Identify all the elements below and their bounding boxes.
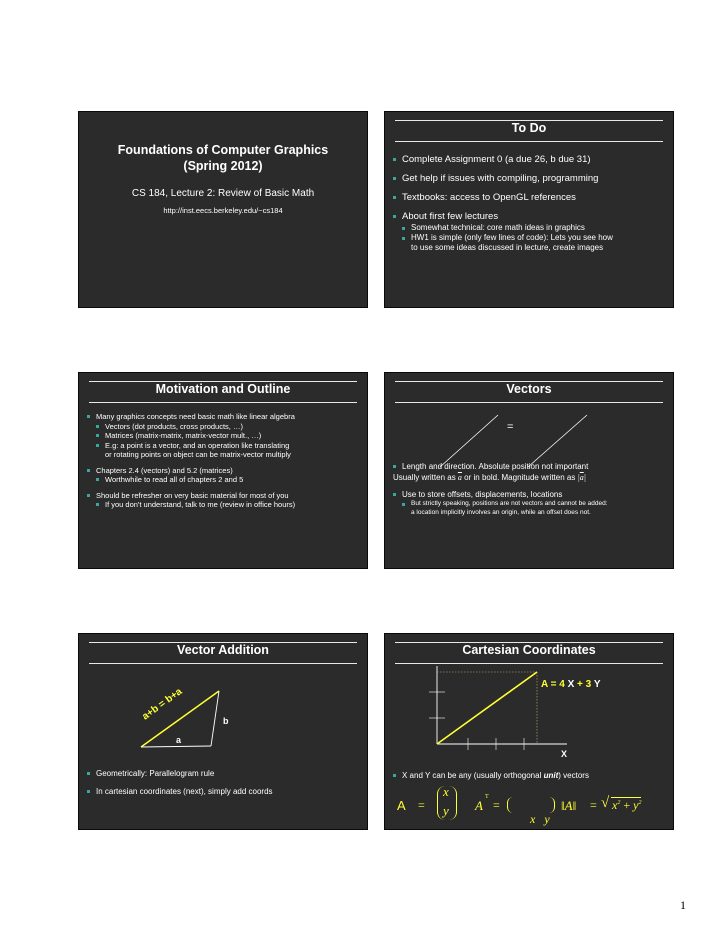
slide-title-heading: Foundations of Computer Graphics (Spring 2012) <box>117 143 329 173</box>
sqrt-radicand: $x^2 + y^2$ <box>612 798 642 812</box>
sqrt-symbol: √ <box>601 795 610 811</box>
sub-bullet-item: But strictly speaking, positions are not vectors and cannot be added: a location implicitly involves an origin, while an offset does not. <box>393 500 669 517</box>
sub-bullet-item: Vectors (dot products, cross products, …) <box>87 422 363 432</box>
bullet-item: In cartesian coordinates (next), simply add coords <box>87 786 363 797</box>
bullet-list <box>87 768 363 797</box>
bullet-item: Geometrically: Parallelogram rule <box>87 768 363 779</box>
equals-sign: = <box>507 421 514 433</box>
sub-bullet-item: Worthwhile to read all of chapters 2 and 5 <box>87 475 363 485</box>
norm-expression: ‖A‖ <box>561 798 577 813</box>
bullet-item: Get help if issues with compiling, programming <box>393 173 669 185</box>
sub-bullet-item: If you don't understand, talk to me (review in office hours) <box>87 500 363 510</box>
vector-addition-diagram <box>79 664 367 754</box>
bullet-item: Complete Assignment 0 (a due 26, b due 31) <box>393 154 669 166</box>
magnitude-symbol: $|\overline{a}|$ <box>577 473 586 482</box>
slide-heading: Vector Addition <box>177 643 269 657</box>
vector-A-line <box>437 672 537 744</box>
bullet-item: About first few lectures <box>393 211 669 223</box>
bullet-item: Length and direction. Absolute position not important <box>393 461 669 472</box>
slide-heading: To Do <box>511 121 547 135</box>
sum-label: a+b = b+a <box>140 686 185 723</box>
bullet-item: Textbooks: access to OpenGL references <box>393 192 669 204</box>
row-vector: x y <box>507 797 555 813</box>
vector-b-line <box>211 691 219 746</box>
a-label: a <box>176 735 182 745</box>
slide-motivation <box>78 372 368 569</box>
title-rule-bottom <box>395 141 663 142</box>
cartesian-diagram <box>385 664 673 774</box>
vector-symbol: $\overline{a}$ <box>457 473 462 482</box>
notation-line: Usually written as $\overline{a}$ or in bold. Magnitude written as $|\overline{a}|$ <box>393 473 586 482</box>
slide-heading: Motivation and Outline <box>155 382 291 396</box>
bullet-marker <box>393 774 396 777</box>
bullet-marker <box>393 465 396 468</box>
bullet-item: Many graphics concepts need basic math like linear algebra <box>87 412 363 422</box>
sub-bullet-item: Somewhat technical: core math ideas in graphics <box>393 223 669 233</box>
column-vector: x y <box>437 786 457 820</box>
b-label: b <box>223 716 229 726</box>
equation-row: A = x y A T = x y ‖A‖ = √ $x^2 + y^2$ <box>397 784 642 826</box>
vector-arrow-2 <box>528 415 587 467</box>
course-url[interactable]: http://inst.eecs.berkeley.edu/~cs184 <box>163 206 283 215</box>
vector-a-line <box>141 746 211 747</box>
bullet-item: Chapters 2.4 (vectors) and 5.2 (matrices) <box>87 466 363 476</box>
vector-arrow-1 <box>440 415 498 467</box>
bullet-item: Use to store offsets, displacements, locations <box>393 489 669 500</box>
sub-bullet-item: HW1 is simple (only few lines of code): Lets you see how to use some ideas discussed in lecture, create images <box>393 233 669 253</box>
slide-cartesian <box>384 633 674 830</box>
bullet-list <box>393 154 669 253</box>
bullet-marker <box>402 503 405 506</box>
slide-vector-addition <box>78 633 368 830</box>
vector-text <box>393 461 669 517</box>
slide-todo <box>384 111 674 308</box>
sub-bullet-item: Matrices (matrix-matrix, matrix-vector mult., …) <box>87 431 363 441</box>
sub-bullet-item: E.g: a point is a vector, and an operation like translating or rotating points on object can be matrix-vector multiply <box>87 441 363 460</box>
page-number: 1 <box>680 898 686 912</box>
vector-A-label: A = 4 X + 3 Y <box>541 679 601 690</box>
bullet-item: X and Y can be any (usually orthogonal unit) vectors <box>393 770 669 781</box>
bullet-list <box>87 412 363 510</box>
slide-title <box>78 111 368 308</box>
lecture-subtitle: CS 184, Lecture 2: Review of Basic Math <box>131 188 315 199</box>
slide-vectors <box>384 372 674 569</box>
slide-heading: Cartesian Coordinates <box>462 643 596 657</box>
slide-heading: Vectors <box>506 382 552 396</box>
title-rule-bottom <box>89 402 357 403</box>
bullet-marker <box>393 493 396 496</box>
x-axis-label: X <box>561 749 568 759</box>
bullet-item: Should be refresher on very basic material for most of you <box>87 491 363 501</box>
